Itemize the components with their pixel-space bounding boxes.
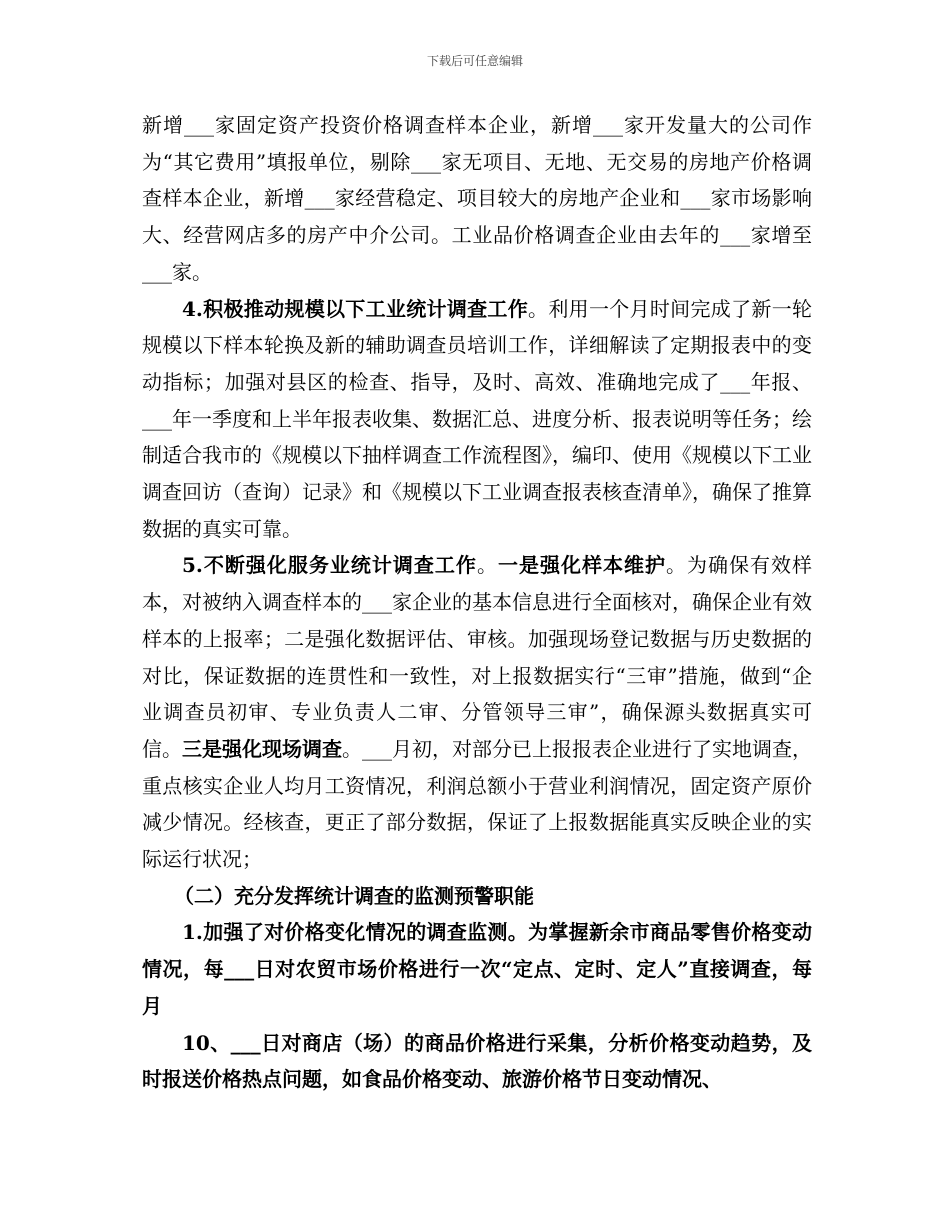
- paragraph-text: 。___月初，对部分已上报报表企业进行了实地调查，重点核实企业人均月工资情况，利润总额小于营业利润情况，固定资产原价减少情况。经核查，更正了部分数据，保证了上报数据能真实反映企业的实际运行状况；: [142, 736, 812, 872]
- emphasis-sample-maintenance: 一是强化样本维护: [497, 553, 666, 578]
- emphasis-field-survey: 三是强化现场调查: [182, 736, 342, 761]
- heading-small-industry-survey: 4.积极推动规模以下工业统计调查工作: [182, 296, 529, 321]
- document-body: [142, 107, 812, 1098]
- paragraph-small-industry-survey: [142, 291, 812, 548]
- heading-service-industry-survey: 5.不断强化服务业统计调查工作: [182, 553, 477, 578]
- paragraph-price-collection: 10、___日对商店（场）的商品价格进行采集，分析价格变动趋势，及时报送价格热点问题，如食品价格变动、旅游价格节日变动情况、: [142, 1030, 812, 1092]
- paragraph-text: 。利用一个月时间完成了新一轮规模以下样本轮换及新的辅助调查员培训工作，详细解读了定期报表中的变动指标；加强对县区的检查、指导，及时、高效、准确地完成了___年报、___年一季度和上半年报表收集、数据汇总、进度分析、报表说明等任务；绘制适合我市的《规模以下抽样调查工作流程图》，编印、使用《规模以下工业调查回访（查询）记录》和《规模以下工业调查报表核查清单》，确保了推算数据的真实可靠。: [142, 296, 812, 541]
- paragraph-text: 。: [476, 553, 498, 578]
- paragraph-service-industry-survey: [142, 547, 812, 877]
- paragraph-price-survey-samples: 新增___家固定资产投资价格调查样本企业，新增___家开发量大的公司作为“其它费用”填报单位，剔除___家无项目、无地、无交易的房地产价格调查样本企业，新增___家经营稳定、项目较大的房地产企业和___家市场影响大、经营网店多的房产中介公司。工业品价格调查企业由去年的___家增至___家。: [142, 113, 812, 284]
- paragraph-text: 。为确保有效样本，对被纳入调查样本的___家企业的基本信息进行全面核对，确保企业有效样本的上报率；二是强化数据评估、审核。加强现场登记数据与历史数据的对比，保证数据的连贯性和一致性，对上报数据实行“三审”措施，做到“企业调查员初审、专业负责人二审、分管领导三审”，确保源头数据真实可信。: [142, 553, 813, 761]
- page-header: 下载后可任意编辑: [426, 54, 523, 68]
- section-heading-monitoring: （二）充分发挥统计调查的监测预警职能: [174, 883, 534, 908]
- paragraph-price-monitoring: 1.加强了对价格变化情况的调查监测。为掌握新余市商品零售价格变动情况，每___日对农贸市场价格进行一次“定点、定时、定人”直接调查，每月: [142, 920, 812, 1018]
